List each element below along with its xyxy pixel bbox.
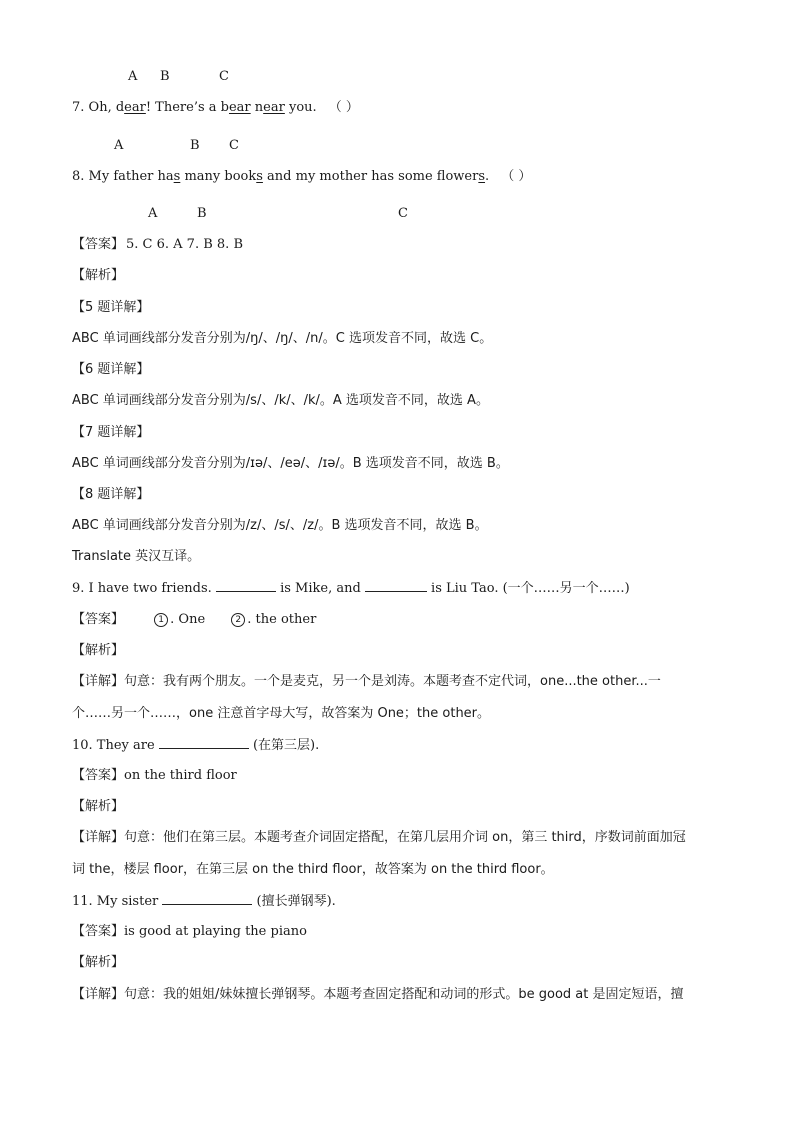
q9-analysis-heading: 【解析】 [72, 643, 125, 658]
q6-option-c: C [219, 69, 229, 84]
q10-analysis-heading: 【解析】 [72, 799, 125, 814]
q7-text-2: ! There’s a b [145, 100, 229, 115]
q10-text-1: 10. They are [72, 738, 155, 753]
q9-text-3: is Liu Tao. (一个……另一个……) [426, 581, 630, 596]
q9-detail-line-1: 【详解】句意：我有两个朋友。一个是麦克，另一个是刘涛。本题考查不定代词，one...the other...一 [72, 674, 661, 689]
q9-answer [72, 611, 316, 629]
q8-underline-c: s [478, 169, 486, 184]
answer-tag: 【答案】 [72, 237, 125, 252]
q11-text-2: (擅长弹钢琴). [252, 894, 336, 909]
detail-7-text: ABC 单词画线部分发音分别为/ɪə/、/eə/、/ɪə/。B 选项发音不同，故选 B。 [72, 456, 509, 471]
question-9 [72, 579, 630, 598]
q11-answer-text: is good at playing the piano [124, 924, 307, 939]
answer-tag: 【答案】 [72, 612, 125, 627]
q9-answer-1: . One [170, 612, 206, 627]
question-10 [72, 736, 319, 755]
q7-option-c: C [229, 138, 239, 153]
q8-option-a: A [148, 206, 158, 221]
q11-answer [72, 923, 307, 941]
q9-text-1: 9. I have two friends. [72, 581, 212, 596]
circled-number-2: 2 [231, 613, 245, 627]
q6-option-a: A [128, 69, 138, 84]
q11-blank[interactable] [162, 892, 252, 905]
q7-underline-c: ear [263, 100, 285, 115]
detail-5-heading: 【5 题详解】 [72, 300, 150, 315]
q11-analysis-heading: 【解析】 [72, 955, 125, 970]
detail-6-heading: 【6 题详解】 [72, 362, 150, 377]
q10-detail-line-1: 【详解】句意：他们在第三层。本题考查介词固定搭配，在第几层用介词 on，第三 third，序数词前面加冠 [72, 830, 686, 845]
q10-answer-text: on the third floor [124, 768, 237, 783]
q7-option-a: A [114, 138, 124, 153]
q8-option-c: C [398, 206, 408, 221]
question-11 [72, 892, 336, 911]
q10-blank[interactable] [159, 736, 249, 749]
q8-answer-paren: （ ） [501, 169, 532, 184]
q7-text-1: 7. Oh, d [72, 100, 125, 115]
question-7 [72, 99, 359, 117]
q7-text-4: you. [284, 100, 317, 115]
q11-text-1: 11. My sister [72, 894, 159, 909]
q7-underline-a: ear [124, 100, 146, 115]
detail-7-heading: 【7 题详解】 [72, 425, 150, 440]
detail-6-text: ABC 单词画线部分发音分别为/s/、/k/、/k/。A 选项发音不同，故选 A。 [72, 393, 489, 408]
q7-underline-b: ear [228, 100, 251, 115]
q8-underline-b: s [256, 169, 263, 184]
q9-blank-2[interactable] [365, 579, 427, 592]
q10-text-2: (在第三层). [248, 738, 320, 753]
q9-text-2: is Mike, and [275, 581, 361, 596]
q10-detail-line-2: 词 the，楼层 floor，在第三层 on the third floor，故答案为 on the third floor。 [72, 862, 554, 877]
question-8 [72, 168, 531, 186]
q7-option-b: B [190, 138, 200, 153]
q8-underline-a: s [173, 169, 181, 184]
analysis-heading: 【解析】 [72, 268, 125, 283]
detail-5-text: ABC 单词画线部分发音分别为/ŋ/、/ŋ/、/n/。C 选项发音不同，故选 C。 [72, 331, 493, 346]
answer-text: 5. C 6. A 7. B 8. B [126, 237, 243, 252]
q9-detail-line-2: 个……另一个……，one 注意首字母大写，故答案为 One；the other。 [72, 706, 491, 721]
q8-text-2: many book [180, 169, 257, 184]
q6-option-b: B [160, 69, 170, 84]
q8-option-b: B [197, 206, 207, 221]
detail-8-text: ABC 单词画线部分发音分别为/z/、/s/、/z/。B 选项发音不同，故选 B。 [72, 518, 488, 533]
answer-5-8 [72, 236, 243, 254]
q11-detail-line-1: 【详解】句意：我的姐姐/妹妹擅长弹钢琴。本题考查固定搭配和动词的形式。be good at 是固定短语，擅 [72, 987, 684, 1002]
q9-blank-1[interactable] [216, 579, 276, 592]
detail-8-heading: 【8 题详解】 [72, 487, 150, 502]
q8-text-1: 8. My father ha [72, 169, 174, 184]
q9-answer-2: . the other [247, 612, 317, 627]
q10-answer [72, 767, 237, 785]
q8-text-4: . [485, 169, 490, 184]
q7-text-3: n [250, 100, 264, 115]
answer-tag: 【答案】 [72, 924, 125, 939]
answer-tag: 【答案】 [72, 768, 125, 783]
section-heading: Translate 英汉互译。 [72, 549, 201, 564]
circled-number-1: 1 [154, 613, 168, 627]
q8-text-3: and my mother has some flower [262, 169, 479, 184]
q7-answer-paren: （ ） [328, 100, 359, 115]
